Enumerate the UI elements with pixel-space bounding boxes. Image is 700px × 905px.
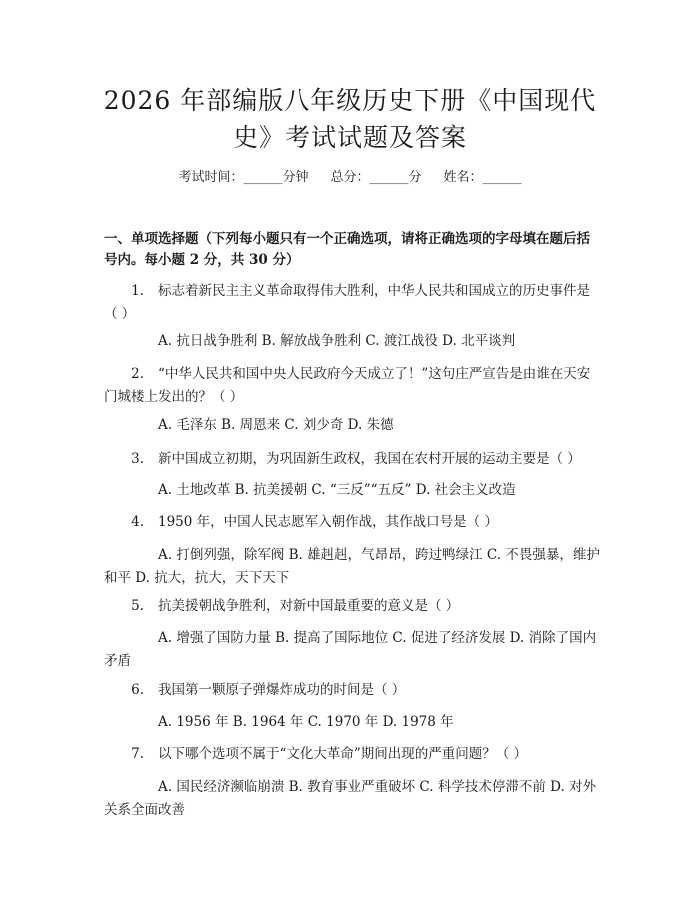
question-number: 5.	[131, 598, 144, 614]
question-text: 以下哪个选项不属于“文化大革命”期间出现的严重问题？（ ）	[158, 746, 528, 762]
question-text: 标志着新民主主义革命取得伟大胜利，中华人民共和国成立的历史事件是（ ）	[104, 283, 590, 322]
question-7-options: A. 国民经济濒临崩溃 B. 教育事业严重破坏 C. 科学技术停滞不前 D. 对外关系全面改善	[104, 779, 597, 818]
question-number: 6.	[131, 682, 144, 698]
question-1	[104, 280, 600, 326]
question-number: 1.	[131, 283, 144, 299]
document-title: 2026 年部编版八年级历史下册《中国现代史》考试试题及答案	[103, 86, 597, 152]
question-number: 3.	[131, 451, 144, 467]
question-text: 我国第一颗原子弹爆炸成功的时间是（ ）	[158, 682, 406, 698]
section-heading: 一、单项选择题（下列每小题只有一个正确选项，请将正确选项的字母填在题后括号内。每小题 2 分，共 30 分）	[104, 231, 590, 268]
question-7	[104, 743, 600, 766]
question-3	[104, 448, 600, 471]
question-text: “中华人民共和国中央人民政府今天成立了！”这句庄严宣告是由谁在天安门城楼上发出的？（ ）	[104, 366, 591, 405]
question-4-options: A. 打倒列强，除军阀 B. 雄赳赳，气昂昂，跨过鸭绿江 C. 不畏强暴，维护和平 D. 抗大，抗大，天下天下	[104, 547, 600, 586]
exam-info-line	[0, 168, 700, 188]
question-5	[104, 595, 600, 618]
question-number: 4.	[131, 514, 144, 530]
question-text: 1950 年，中国人民志愿军入朝作战，其作战口号是（ ）	[158, 514, 498, 530]
question-3-options: A. 土地改革 B. 抗美援朝 C. “三反”“五反” D. 社会主义改造	[158, 482, 516, 498]
question-1-options: A. 抗日战争胜利 B. 解放战争胜利 C. 渡江战役 D. 北平谈判	[158, 333, 516, 349]
student-name-field: 姓名：______	[443, 170, 522, 185]
question-4	[104, 511, 600, 534]
question-6-options: A. 1956 年 B. 1964 年 C. 1970 年 D. 1978 年	[158, 714, 454, 730]
question-2-options: A. 毛泽东 B. 周恩来 C. 刘少奇 D. 朱德	[158, 417, 394, 433]
exam-time-field: 考试时间：______分钟	[178, 170, 309, 185]
question-5-options: A. 增强了国防力量 B. 提高了国际地位 C. 促进了经济发展 D. 消除了国内矛盾	[104, 630, 597, 669]
total-score-field: 总分：______分	[330, 170, 422, 185]
question-2	[104, 363, 600, 409]
question-number: 7.	[131, 746, 144, 762]
question-text: 抗美援朝战争胜利，对新中国最重要的意义是（ ）	[158, 598, 460, 614]
question-number: 2.	[131, 366, 144, 382]
question-6	[104, 679, 600, 702]
question-text: 新中国成立初期，为巩固新生政权，我国在农村开展的运动主要是（ ）	[158, 451, 581, 467]
